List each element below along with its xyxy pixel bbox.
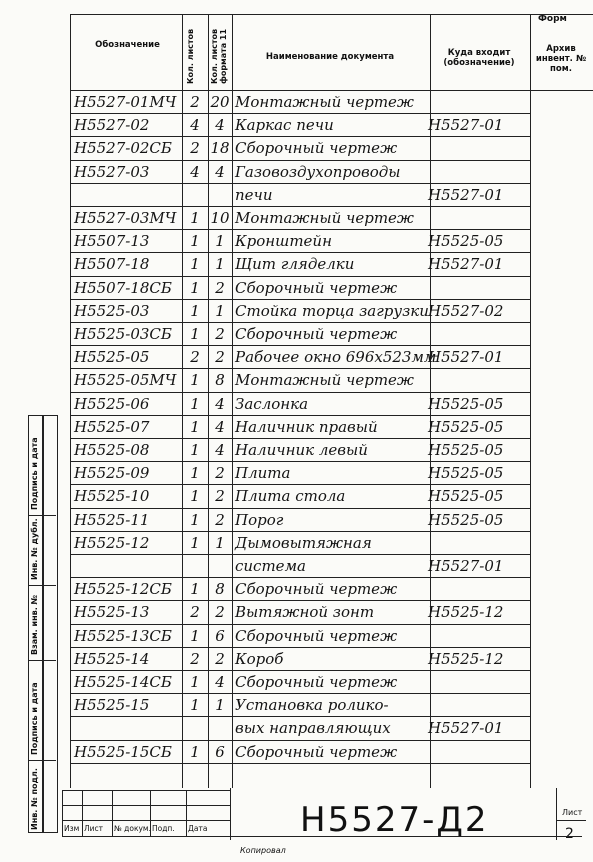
cell-doc-name: Вытяжной зонт: [235, 603, 375, 622]
cell-doc-name: Сборочный чертеж: [235, 742, 398, 761]
cell-designation: Н5525-12СБ: [74, 580, 172, 599]
title-block-line: [62, 790, 230, 791]
cell-doc-name: система: [235, 557, 306, 575]
cell-sheets-count: 1: [190, 742, 200, 761]
cell-sheets-format: 8: [215, 371, 225, 390]
cell-doc-name: Сборочный чертеж: [235, 278, 398, 297]
cell-sheets-format: 1: [215, 533, 225, 552]
title-block-col: [186, 790, 187, 836]
cell-designation: Н5525-08: [74, 441, 150, 459]
cell-sheets-format: 4: [215, 417, 225, 436]
title-block-line: [62, 805, 230, 806]
cell-designation: Н5507-18СБ: [74, 278, 172, 297]
cell-doc-name: Плита стола: [235, 487, 346, 506]
cell-designation: Н5507-13: [74, 232, 150, 251]
cell-sheets-count: 1: [190, 371, 200, 390]
cell-sheets-format: 6: [215, 626, 225, 645]
cell-sheets-format: 18: [210, 139, 230, 158]
row-divider: [70, 763, 530, 764]
column-divider: [232, 14, 233, 788]
cell-sheets-count: 2: [190, 93, 200, 111]
cell-sheets-count: 1: [190, 441, 200, 459]
cell-doc-name: Порог: [235, 510, 284, 529]
cell-sheets-format: 2: [215, 510, 225, 529]
cell-doc-name: Кронштейн: [235, 232, 332, 251]
cell-designation: Н5525-05: [74, 348, 150, 367]
cell-doc-name: Монтажный чертеж: [235, 371, 414, 390]
cell-doc-name: Заслонка: [235, 394, 309, 413]
cell-designation: Н5527-03МЧ: [74, 209, 177, 227]
cell-designation: Н5525-15: [74, 696, 150, 715]
cell-doc-name: Монтажный чертеж: [235, 93, 414, 111]
cell-doc-name: печи: [235, 185, 273, 204]
cell-where-used: Н5525-05: [428, 464, 504, 483]
strip-label-sign-date-1: Подпись и дата: [30, 437, 39, 510]
copied-label: Копировал: [240, 846, 286, 855]
cell-doc-name: Короб: [235, 649, 284, 668]
cell-sheets-format: 1: [215, 255, 225, 274]
cell-sheets-count: 1: [190, 232, 200, 251]
cell-designation: Н5525-14СБ: [74, 673, 172, 691]
cell-designation: Н5525-05МЧ: [74, 371, 177, 390]
cell-doc-name: Сборочный чертеж: [235, 626, 398, 645]
cell-designation: Н5525-13СБ: [74, 626, 172, 645]
cell-sheets-format: 2: [215, 325, 225, 343]
cell-sheets-format: 2: [215, 487, 225, 506]
cell-sheets-count: 1: [190, 255, 200, 274]
document-code: Н5527-Д2: [300, 800, 489, 840]
cell-where-used: Н5525-12: [428, 649, 504, 668]
cell-sheets-format: 2: [215, 649, 225, 668]
header-doc-name: Наименование документа: [265, 52, 395, 62]
cell-where-used: Н5525-05: [428, 417, 504, 436]
cell-sheets-count: 1: [190, 417, 200, 436]
title-block-label: Изм: [64, 824, 80, 833]
cell-sheets-count: 1: [190, 626, 200, 645]
cell-doc-name: Сборочный чертеж: [235, 139, 398, 158]
cell-where-used: Н5527-01: [428, 185, 504, 204]
strip-label-orig-inv: Инв. № подл.: [30, 768, 39, 830]
cell-sheets-count: 1: [190, 209, 200, 227]
cell-doc-name: Плита: [235, 464, 291, 483]
cell-sheets-format: 4: [215, 162, 225, 181]
strip-label-sign-date-2: Подпись и дата: [30, 682, 39, 755]
title-block-label: № докум.: [114, 824, 151, 833]
header-sheets-format: Кол. листов формата 11: [210, 28, 228, 84]
cell-sheets-count: 1: [190, 533, 200, 552]
title-block-line: [62, 820, 230, 821]
left-strip-inner: [42, 415, 58, 833]
cell-doc-name: Сборочный чертеж: [235, 580, 398, 599]
cell-where-used: Н5525-05: [428, 510, 504, 529]
cell-designation: Н5525-14: [74, 649, 150, 668]
cell-sheets-format: 1: [215, 232, 225, 251]
cell-doc-name: Щит гляделки: [235, 255, 355, 274]
header-designation: Обозначение: [95, 40, 160, 50]
cell-sheets-count: 4: [190, 116, 200, 135]
title-block-line: [556, 820, 586, 821]
title-block-divider: [556, 788, 557, 840]
cell-where-used: Н5527-01: [428, 255, 504, 274]
cell-doc-name: Стойка торца загрузки: [235, 301, 429, 320]
cell-designation: Н5527-01МЧ: [74, 93, 177, 111]
cell-designation: Н5527-02СБ: [74, 139, 172, 158]
title-block-line: [62, 836, 582, 837]
title-block-label: Дата: [188, 824, 208, 833]
cell-designation: Н5525-15СБ: [74, 742, 172, 761]
cell-sheets-format: 20: [210, 93, 230, 111]
sheet-number: 2: [565, 826, 574, 842]
cell-designation: Н5525-12: [74, 533, 150, 552]
title-block-col: [112, 790, 113, 836]
cell-doc-name: Каркас печи: [235, 116, 334, 135]
column-divider: [530, 14, 531, 788]
cell-sheets-count: 1: [190, 487, 200, 506]
cell-designation: Н5525-03СБ: [74, 325, 172, 343]
cell-sheets-format: 4: [215, 441, 225, 459]
cell-sheets-count: 1: [190, 325, 200, 343]
cell-designation: Н5527-03: [74, 162, 150, 181]
title-block-divider: [230, 788, 231, 840]
cell-designation: Н5525-03: [74, 301, 150, 320]
cell-designation: Н5525-11: [74, 510, 150, 529]
cell-doc-name: Дымовытяжная: [235, 533, 372, 552]
cell-where-used: Н5527-01: [428, 348, 504, 367]
title-block-col: [62, 790, 63, 836]
cell-sheets-count: 2: [190, 348, 200, 367]
title-block-label: Подп.: [152, 824, 175, 833]
cell-designation: Н5507-18: [74, 255, 150, 274]
cell-sheets-count: 1: [190, 464, 200, 483]
cell-where-used: Н5525-05: [428, 232, 504, 251]
cell-sheets-format: 10: [210, 209, 230, 227]
cell-doc-name: Газовоздухопроводы: [235, 162, 401, 181]
sheet-label: Лист: [562, 808, 583, 817]
cell-where-used: Н5525-05: [428, 487, 504, 506]
header-archive: Архив инвент. № пом.: [535, 44, 587, 74]
cell-sheets-format: 2: [215, 348, 225, 367]
strip-label-repl-inv: Взам. инв. №: [30, 594, 39, 655]
cell-doc-name: Наличник левый: [235, 441, 368, 459]
cell-sheets-count: 1: [190, 673, 200, 691]
cell-sheets-format: 8: [215, 580, 225, 599]
cell-sheets-count: 1: [190, 301, 200, 320]
cell-sheets-count: 1: [190, 580, 200, 599]
cell-designation: Н5525-10: [74, 487, 150, 506]
cell-sheets-format: 4: [215, 116, 225, 135]
header-sheets-count: Кол. листов: [186, 28, 195, 84]
cell-sheets-format: 1: [215, 301, 225, 320]
cell-where-used: Н5525-05: [428, 441, 504, 459]
cell-sheets-format: 1: [215, 696, 225, 715]
cell-doc-name: Монтажный чертеж: [235, 209, 414, 227]
cell-sheets-format: 2: [215, 464, 225, 483]
cell-sheets-count: 1: [190, 696, 200, 715]
title-block-col: [82, 790, 83, 836]
column-divider: [70, 14, 71, 788]
cell-sheets-format: 4: [215, 394, 225, 413]
frame-top: [70, 14, 593, 15]
cell-sheets-format: 2: [215, 603, 225, 622]
cell-doc-name: вых направляющих: [235, 719, 391, 738]
cell-sheets-count: 1: [190, 394, 200, 413]
cell-designation: Н5527-02: [74, 116, 150, 135]
header-where-used: Куда входит (обозначение): [443, 48, 515, 68]
cell-doc-name: Наличник правый: [235, 417, 378, 436]
cell-where-used: Н5527-02: [428, 301, 504, 320]
cell-sheets-count: 1: [190, 510, 200, 529]
cell-designation: Н5525-07: [74, 417, 150, 436]
title-block-col: [150, 790, 151, 836]
cell-where-used: Н5527-01: [428, 557, 504, 575]
cell-doc-name: Сборочный чертеж: [235, 325, 398, 343]
cell-where-used: Н5527-01: [428, 116, 504, 135]
form-corner-label: Форм: [538, 14, 567, 24]
cell-sheets-format: 2: [215, 278, 225, 297]
cell-sheets-format: 4: [215, 673, 225, 691]
cell-sheets-count: 1: [190, 278, 200, 297]
cell-sheets-count: 2: [190, 603, 200, 622]
cell-sheets-format: 6: [215, 742, 225, 761]
cell-doc-name: Сборочный чертеж: [235, 673, 398, 691]
cell-designation: Н5525-13: [74, 603, 150, 622]
cell-designation: Н5525-09: [74, 464, 150, 483]
cell-where-used: Н5525-12: [428, 603, 504, 622]
cell-doc-name: Рабочее окно 696х523мм: [235, 348, 437, 367]
cell-doc-name: Установка ролико-: [235, 696, 389, 715]
strip-label-dup-inv: Инв. № дубл.: [30, 518, 39, 580]
cell-sheets-count: 2: [190, 649, 200, 668]
cell-where-used: Н5525-05: [428, 394, 504, 413]
cell-sheets-count: 2: [190, 139, 200, 158]
title-block-label: Лист: [84, 824, 104, 833]
cell-designation: Н5525-06: [74, 394, 150, 413]
cell-sheets-count: 4: [190, 162, 200, 181]
cell-where-used: Н5527-01: [428, 719, 504, 738]
